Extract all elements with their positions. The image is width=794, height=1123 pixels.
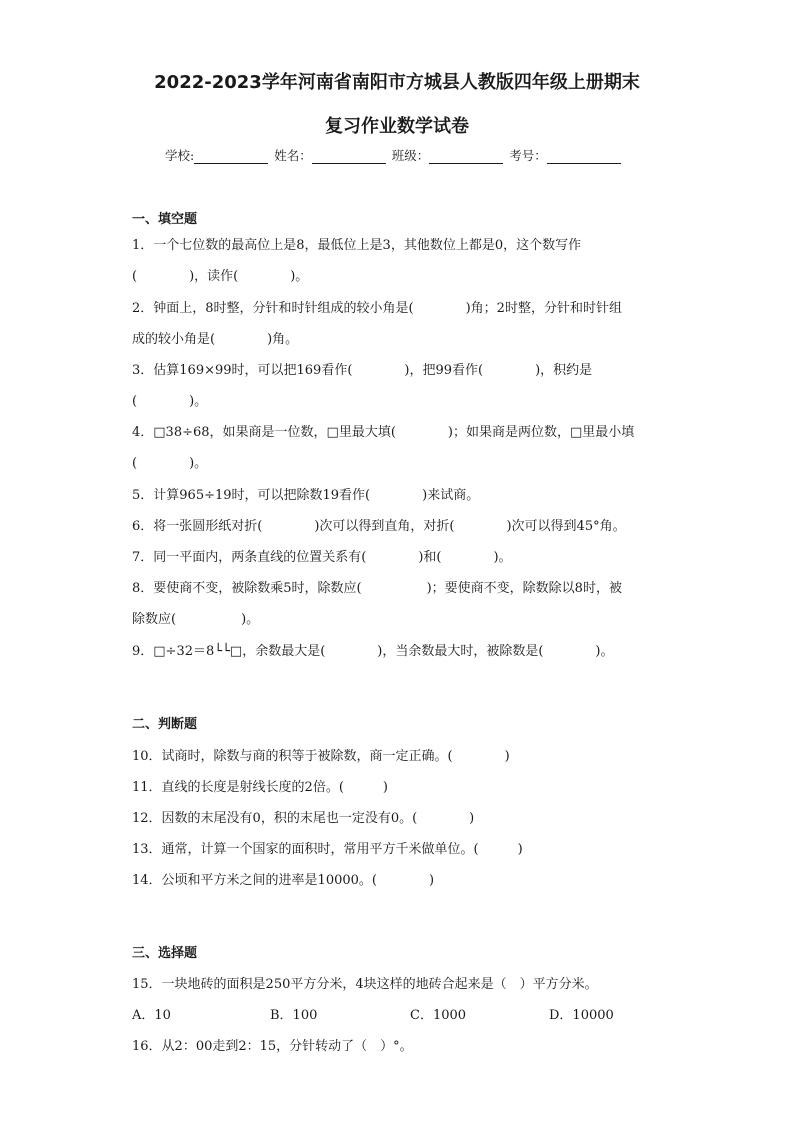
question-15-option-c: C．1000 <box>410 1008 467 1023</box>
exam-title-line-1: 2022-2023学年河南省南阳市方城县人教版四年级上册期末 <box>154 72 640 93</box>
name-label: 姓名： <box>274 148 312 163</box>
school-blank <box>194 149 268 164</box>
section-true-false-title: 二、判断题 <box>132 717 198 732</box>
exam-number-blank <box>547 149 621 164</box>
question-1-line-1: 1．一个七位数的最高位上是8，最低位上是3，其他数位上都是0，这个数写作 <box>132 238 582 253</box>
question-15-option-b: B．100 <box>270 1008 318 1023</box>
question-11: 11．直线的长度是射线长度的2倍。( ) <box>132 780 388 795</box>
question-3-line-2: ( )。 <box>132 394 208 409</box>
question-10: 10．试商时，除数与商的积等于被除数，商一定正确。( ) <box>132 749 510 764</box>
question-12: 12．因数的末尾没有0，积的末尾也一定没有0。( ) <box>132 811 475 826</box>
exam-title-line-2: 复习作业数学试卷 <box>325 116 469 137</box>
question-8-line-1: 8．要使商不变，被除数乘5时，除数应( )；要使商不变，除数除以8时，被 <box>132 581 622 596</box>
school-label: 学校: <box>165 148 195 163</box>
student-info-row <box>165 146 623 164</box>
question-14: 14．公顷和平方米之间的进率是10000。( ) <box>132 873 435 888</box>
question-5: 5．计算965÷19时，可以把除数19看作( )来试商。 <box>132 488 480 503</box>
question-8-line-2: 除数应( )。 <box>132 612 260 627</box>
question-15-option-a: A．10 <box>132 1008 171 1023</box>
section-fill-in-blank-title: 一、填空题 <box>132 212 198 227</box>
name-blank <box>312 149 386 164</box>
class-label: 班级： <box>391 148 430 163</box>
question-13: 13．通常，计算一个国家的面积时，常用平方千米做单位。( ) <box>132 842 523 857</box>
question-3-line-1: 3．估算169×99时，可以把169看作( )，把99看作( )，积约是 <box>132 363 593 378</box>
question-2-line-2: 成的较小角是( )角。 <box>132 332 299 347</box>
question-1-line-2: ( )，读作( )。 <box>132 269 309 284</box>
question-16: 16．从2：00走到2：15，分针转动了（ ）°。 <box>132 1039 413 1054</box>
question-7: 7．同一平面内，两条直线的位置关系有( )和( )。 <box>132 550 512 565</box>
class-blank <box>429 149 503 164</box>
exam-number-label: 考号： <box>509 148 547 163</box>
question-4-line-2: ( )。 <box>132 456 208 471</box>
question-15: 15．一块地砖的面积是250平方分米，4块这样的地砖合起来是（ ）平方分米。 <box>132 977 598 992</box>
question-9: 9．□÷32＝8└└□，余数最大是( )，当余数最大时，被除数是( )。 <box>132 644 614 659</box>
question-15-option-d: D．10000 <box>549 1008 614 1023</box>
question-6: 6．将一张圆形纸对折( )次可以得到直角，对折( )次可以得到45°角。 <box>132 519 626 534</box>
question-2-line-1: 2．钟面上，8时整，分针和时针组成的较小角是( )角；2时整，分针和时针组 <box>132 301 622 316</box>
question-4-line-1: 4．□38÷68，如果商是一位数，□里最大填( )；如果商是两位数，□里最小填 <box>132 425 635 440</box>
section-multiple-choice-title: 三、选择题 <box>132 946 198 961</box>
